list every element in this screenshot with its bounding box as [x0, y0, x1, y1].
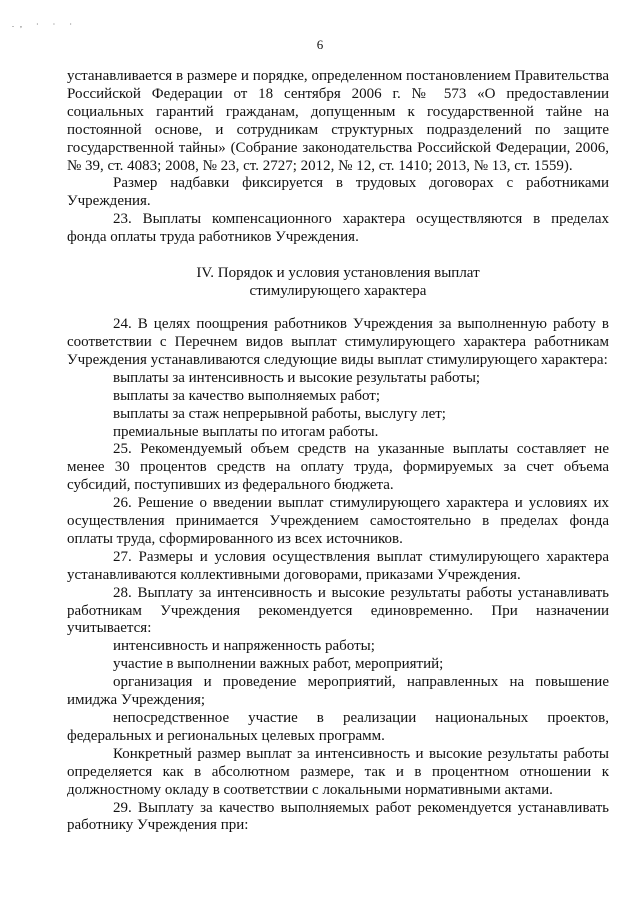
paragraph-23: 23. Выплаты компенсационного характера осуществляются в пределах фонда оплаты труда работников Учреждения. — [67, 211, 609, 246]
paragraph-26: 26. Решение о введении выплат стимулирующего характера и условиях их осуществления принимается Учреждением самостоятельно в пределах фонда оплаты труда, сформированного из всех источников. — [67, 495, 609, 547]
list-item: организация и проведение мероприятий, направленных на повышение имиджа Учреждения; — [67, 674, 609, 709]
list-item: участие в выполнении важных работ, мероприятий; — [113, 656, 444, 673]
corner-marks: ., · · · — [12, 20, 78, 29]
list-item: выплаты за стаж непрерывной работы, выслугу лет; — [113, 405, 446, 422]
paragraph-29: 29. Выплату за качество выполняемых работ рекомендуется устанавливать работнику Учреждения при: — [67, 799, 609, 834]
paragraph-28-size: Конкретный размер выплат за интенсивность и высокие результаты работы определяется как в абсолютном размере, так и в процентном отношении к должностному окладу в соответствии с локальными нормативными актами. — [67, 745, 609, 798]
list-item: интенсивность и напряженность работы; — [113, 638, 375, 655]
paragraph-24: 24. В целях поощрения работников Учреждения за выполненную работу в соответствии с Перечнем видов выплат стимулирующего характера работникам Учреждения устанавливаются следующие виды выплат стимулирующего характера: — [67, 316, 609, 368]
list-item: выплаты за интенсивность и высокие результаты работы; — [113, 369, 481, 386]
list-item: выплаты за качество выполняемых работ; — [113, 387, 380, 404]
page-number: 6 — [316, 37, 324, 52]
paragraph-bonus-size: Размер надбавки фиксируется в трудовых договорах с работниками Учреждения. — [67, 175, 609, 210]
document-body — [67, 68, 609, 835]
section-heading — [67, 264, 609, 300]
list-item: непосредственное участие в реализации национальных проектов, федеральных и региональных целевых программ. — [67, 710, 609, 744]
paragraph-28: 28. Выплату за интенсивность и высокие результаты работы устанавливать работникам Учреждения рекомендуется единовременно. При назначении учитывается: — [67, 584, 609, 637]
paragraph-25: 25. Рекомендуемый объем средств на указанные выплаты составляет не менее 30 процентов средств на оплату труда, формируемых за счет объема субсидий, поступивших из федерального бюджета. — [67, 441, 609, 494]
paragraph-27: 27. Размеры и условия осуществления выплат стимулирующего характера устанавливаются коллективными договорами, приказами Учреждения. — [67, 548, 609, 583]
section-heading-line1: IV. Порядок и условия установления выплат — [196, 265, 480, 282]
section-heading-line2: стимулирующего характера — [249, 283, 427, 300]
list-item: премиальные выплаты по итогам работы. — [113, 423, 379, 440]
paragraph-continuation: устанавливается в размере и порядке, определенном постановлением Правительства Российской Федерации от 18 сентября 2006 г. № 573 «О предоставлении социальных гарантий гражданам, допущенным к государственной тайне на постоянной основе, и сотрудникам структурных подразделений по защите государственной тайны» (Собрание законодательства Российской Федерации, 2006, № 39, ст. 4083; 2008, № 23, ст. 2727; 2012, № 12, ст. 1410; 2013, № 13, ст. 1559). — [67, 68, 609, 174]
